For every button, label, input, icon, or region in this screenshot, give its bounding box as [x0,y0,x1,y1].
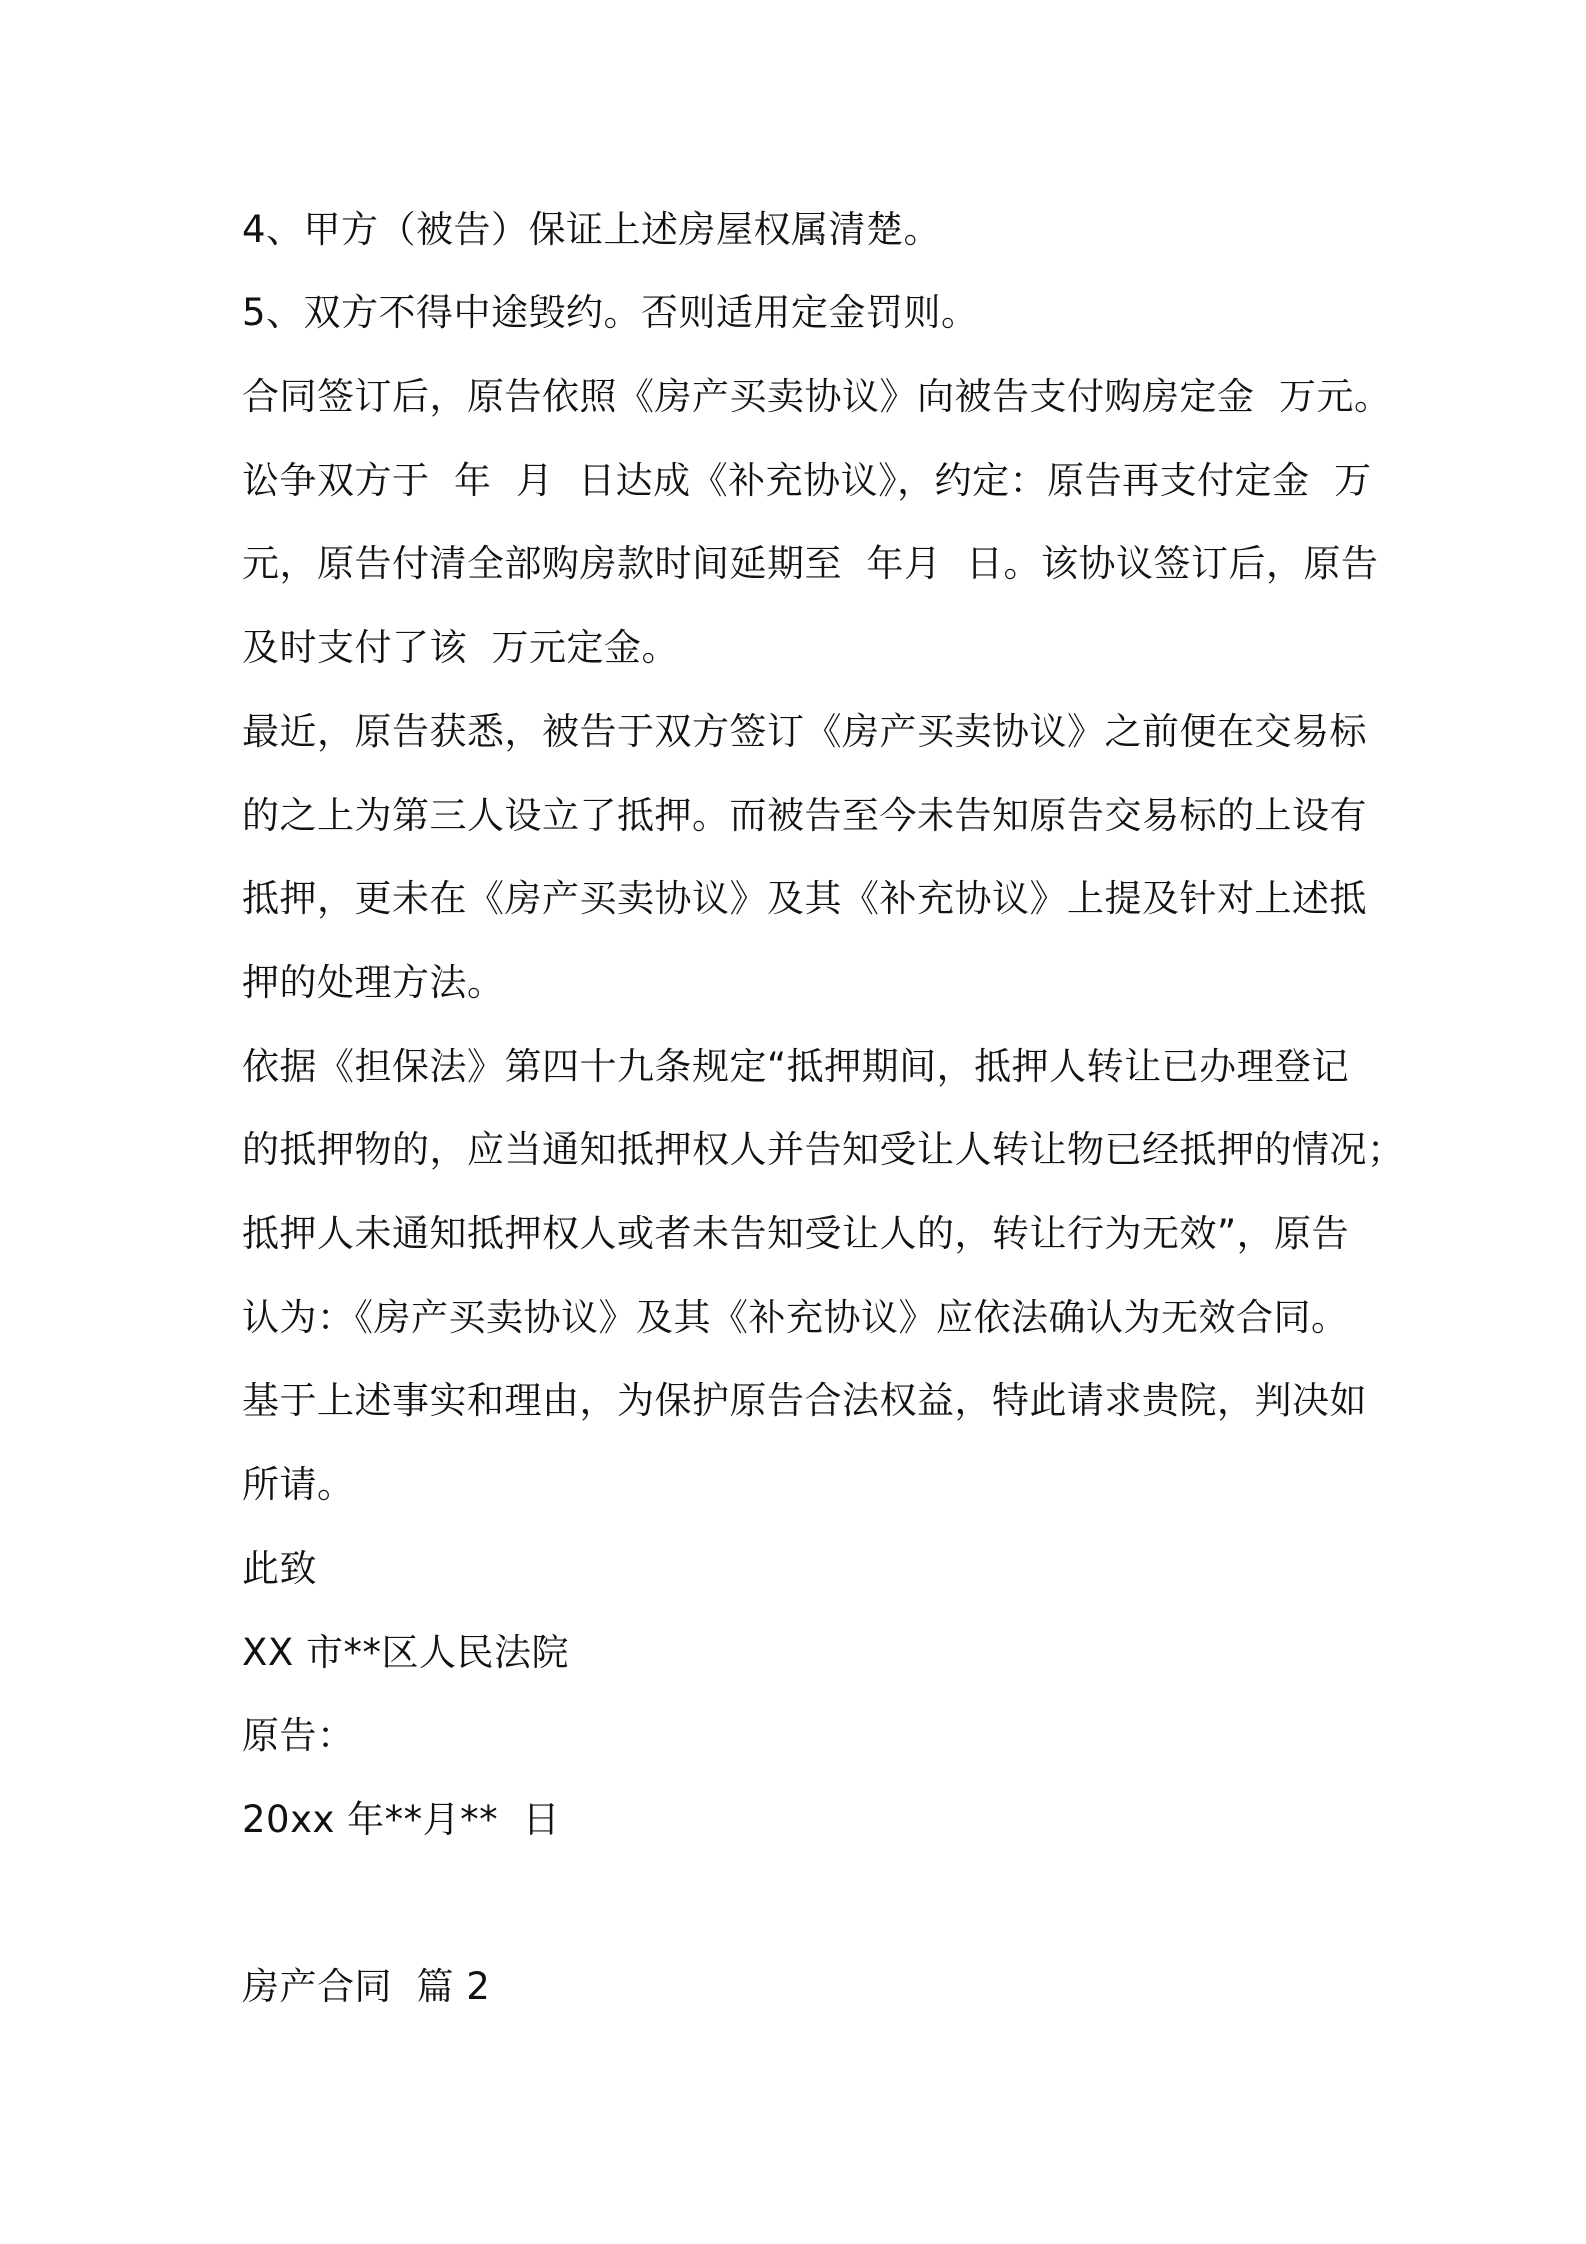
clause-4: 4、甲方（被告）保证上述房屋权属清楚。 [242,208,942,251]
date-line: 20xx 年**月** 日 [242,1798,561,1841]
paragraph-line: 认为：《房产买卖协议》及其《补充协议》应依法确认为无效合同。 [242,1296,1349,1339]
plaintiff-label: 原告： [242,1714,355,1757]
paragraph-line: 押的处理方法。 [242,961,505,1004]
paragraph-line: 抵押人未通知抵押权人或者未告知受让人的，转让行为无效”，原告 [242,1212,1350,1255]
paragraph-line: 最近，原告获悉，被告于双方签订《房产买卖协议》之前便在交易标 [242,710,1367,753]
section-heading: 房产合同 篇 2 [242,1965,491,2008]
paragraph-line: 合同签订后，原告依照《房产买卖协议》向被告支付购房定金 万元。 [242,375,1392,418]
paragraph-line: 讼争双方于 年 月 日达成《补充协议》，约定：原告再支付定金 万 [242,459,1372,502]
paragraph-line: 及时支付了该 万元定金。 [242,626,680,669]
paragraph-line: 的抵押物的，应当通知抵押权人并告知受让人转让物已经抵押的情况； [242,1128,1405,1171]
paragraph-line: 基于上述事实和理由，为保护原告合法权益，特此请求贵院，判决如 [242,1379,1367,1422]
paragraph-line: 抵押，更未在《房产买卖协议》及其《补充协议》上提及针对上述抵 [242,877,1367,920]
salutation: 此致 [242,1547,317,1590]
court-name: XX 市**区人民法院 [242,1631,569,1674]
paragraph-line: 的之上为第三人设立了抵押。而被告至今未告知原告交易标的上设有 [242,794,1367,837]
paragraph-line: 依据《担保法》第四十九条规定“抵押期间，抵押人转让已办理登记 [242,1045,1350,1088]
paragraph-line: 元，原告付清全部购房款时间延期至 年月 日。该协议签订后，原告 [242,542,1379,585]
clause-5: 5、双方不得中途毁约。否则适用定金罚则。 [242,291,979,334]
paragraph-line: 所请。 [242,1463,355,1506]
